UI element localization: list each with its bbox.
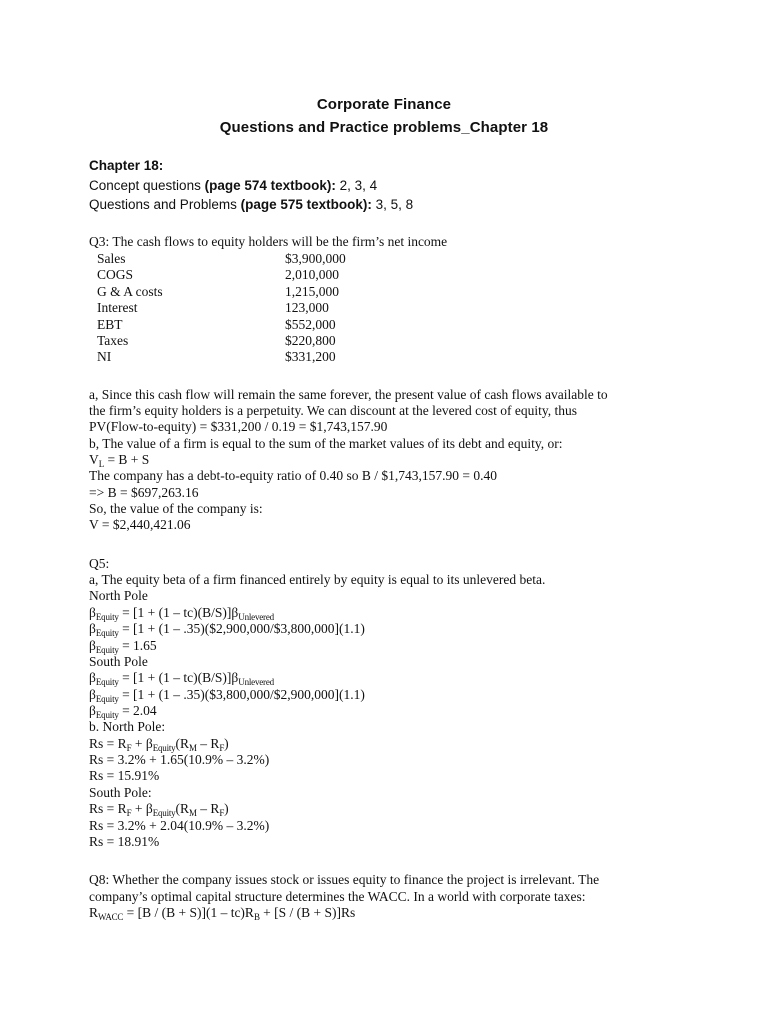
q8-line-2: company’s optimal capital structure determines the WACC. In a world with corporate taxes: bbox=[89, 889, 586, 904]
formula-text: + β bbox=[131, 801, 153, 816]
table-row bbox=[97, 284, 346, 300]
table-row bbox=[97, 300, 346, 316]
row-value: 1,215,000 bbox=[285, 283, 339, 299]
row-label: EBT bbox=[97, 316, 123, 332]
q8-line-1: Q8: Whether the company issues stock or issues equity to finance the project is irrelevant. The bbox=[89, 872, 600, 887]
formula-text: R bbox=[89, 905, 99, 920]
row-label: Taxes bbox=[97, 332, 129, 348]
q5-rs-north-result: Rs = 15.91% bbox=[89, 768, 160, 783]
q5-b-south-label: South Pole: bbox=[89, 785, 152, 800]
row-value: $331,200 bbox=[285, 349, 336, 365]
formula-text: = [1 + (1 – tc)(B/S)]β bbox=[118, 670, 239, 685]
f-subscript: F bbox=[126, 743, 132, 753]
formula-text: – R bbox=[196, 801, 220, 816]
equity-subscript: Equity bbox=[152, 743, 176, 753]
concept-page: (page 574 textbook): bbox=[204, 178, 336, 193]
result-text: = 2.04 bbox=[118, 703, 157, 718]
q5-a-line-1: a, The equity beta of a firm financed entirely by equity is equal to its unlevered beta. bbox=[89, 572, 546, 587]
f-subscript: F bbox=[126, 808, 132, 818]
q3-intro: Q3: The cash flows to equity holders will be the firm’s net income bbox=[89, 234, 448, 249]
problems-prefix: Questions and Problems bbox=[89, 197, 241, 212]
formula-text: = [1 + (1 – .35)($3,800,000/$2,900,000](1.1) bbox=[118, 687, 365, 702]
q5-rs-north-calc: Rs = 3.2% + 1.65(10.9% – 3.2%) bbox=[89, 752, 270, 767]
table-row bbox=[97, 349, 346, 365]
equity-subscript: Equity bbox=[95, 645, 119, 655]
unlevered-subscript: Unlevered bbox=[238, 677, 274, 687]
equity-subscript: Equity bbox=[95, 677, 119, 687]
chapter-heading: Chapter 18: bbox=[89, 158, 164, 173]
wacc-subscript: WACC bbox=[98, 912, 124, 922]
q3-a-line-1: a, Since this cash flow will remain the same forever, the present value of cash flows available to bbox=[89, 387, 608, 402]
row-label: Interest bbox=[97, 300, 138, 316]
formula-text: = [1 + (1 – .35)($2,900,000/$3,800,000](1.1) bbox=[118, 621, 365, 636]
unlevered-subscript: Unlevered bbox=[238, 612, 274, 622]
row-label: NI bbox=[97, 349, 112, 365]
formula-text: = [1 + (1 – tc)(B/S)]β bbox=[118, 605, 239, 620]
equity-subscript: Equity bbox=[152, 808, 176, 818]
concept-numbers: 2, 3, 4 bbox=[335, 178, 378, 193]
equity-subscript: Equity bbox=[95, 694, 119, 704]
f-subscript: F bbox=[219, 808, 225, 818]
formula-text: ) bbox=[224, 736, 229, 751]
v-rest: = B + S bbox=[104, 452, 150, 467]
beta-symbol: β bbox=[89, 670, 96, 685]
problems-line bbox=[89, 197, 413, 212]
equity-subscript: Equity bbox=[95, 628, 119, 638]
income-statement-table bbox=[97, 251, 346, 366]
document-title: Corporate Finance bbox=[316, 96, 452, 113]
q5-rs-south-calc: Rs = 3.2% + 2.04(10.9% – 3.2%) bbox=[89, 818, 270, 833]
table-row bbox=[97, 267, 346, 283]
table-row bbox=[97, 317, 346, 333]
beta-symbol: β bbox=[89, 605, 96, 620]
q8-wacc-formula bbox=[89, 905, 355, 925]
concept-questions-line bbox=[89, 178, 377, 193]
formula-text: = [B / (B + S)](1 – tc)R bbox=[123, 905, 254, 920]
equity-subscript: Equity bbox=[95, 710, 119, 720]
row-value: $3,900,000 bbox=[285, 251, 346, 266]
beta-symbol: β bbox=[89, 687, 96, 702]
f-subscript: F bbox=[219, 743, 225, 753]
m-subscript: M bbox=[189, 808, 197, 818]
result-text: = 1.65 bbox=[118, 638, 157, 653]
formula-text: – R bbox=[196, 736, 220, 751]
equity-subscript: Equity bbox=[95, 612, 119, 622]
m-subscript: M bbox=[189, 743, 197, 753]
formula-text: + β bbox=[131, 736, 153, 751]
row-label: Sales bbox=[97, 251, 126, 266]
formula-text: (R bbox=[175, 736, 189, 751]
q3-b-line-1: b, The value of a firm is equal to the sum of the market values of its debt and equity, or: bbox=[89, 436, 563, 451]
v-subscript: L bbox=[98, 459, 105, 469]
q5-north-label: North Pole bbox=[89, 588, 148, 603]
problems-numbers: 3, 5, 8 bbox=[371, 197, 414, 212]
formula-text: (R bbox=[175, 801, 189, 816]
q5-rs-south-result: Rs = 18.91% bbox=[89, 834, 160, 849]
q5-b-north-label: b. North Pole: bbox=[89, 719, 166, 734]
row-value: $552,000 bbox=[285, 316, 336, 332]
beta-symbol: β bbox=[89, 621, 96, 636]
row-label: G & A costs bbox=[97, 283, 163, 299]
formula-text: Rs = R bbox=[89, 801, 127, 816]
concept-prefix: Concept questions bbox=[89, 178, 205, 193]
b-subscript: B bbox=[253, 912, 260, 922]
document-subtitle: Questions and Practice problems_Chapter 18 bbox=[219, 119, 549, 136]
beta-symbol: β bbox=[89, 703, 96, 718]
q3-b-line-4: => B = $697,263.16 bbox=[89, 485, 199, 500]
q3-b-line-6: V = $2,440,421.06 bbox=[89, 517, 191, 532]
v-symbol: V bbox=[89, 452, 99, 467]
row-value: 123,000 bbox=[285, 300, 329, 316]
q5-heading: Q5: bbox=[89, 556, 110, 571]
q3-b-line-5: So, the value of the company is: bbox=[89, 501, 263, 516]
table-row bbox=[97, 333, 346, 349]
row-value: $220,800 bbox=[285, 332, 336, 348]
row-label: COGS bbox=[97, 267, 134, 283]
q3-b-line-3: The company has a debt-to-equity ratio of 0.40 so B / $1,743,157.90 = 0.40 bbox=[89, 468, 498, 483]
beta-symbol: β bbox=[89, 638, 96, 653]
row-value: 2,010,000 bbox=[285, 267, 339, 283]
q5-south-label: South Pole bbox=[89, 654, 148, 669]
q3-a-line-3: PV(Flow-to-equity) = $331,200 / 0.19 = $1,743,157.90 bbox=[89, 419, 388, 434]
q3-a-line-2: the firm’s equity holders is a perpetuity. We can discount at the levered cost of equity, thus bbox=[89, 403, 578, 418]
formula-text: ) bbox=[224, 801, 229, 816]
formula-text: + [S / (B + S)]Rs bbox=[259, 905, 356, 920]
table-row bbox=[97, 251, 346, 267]
problems-page: (page 575 textbook): bbox=[240, 197, 372, 212]
formula-text: Rs = R bbox=[89, 736, 127, 751]
